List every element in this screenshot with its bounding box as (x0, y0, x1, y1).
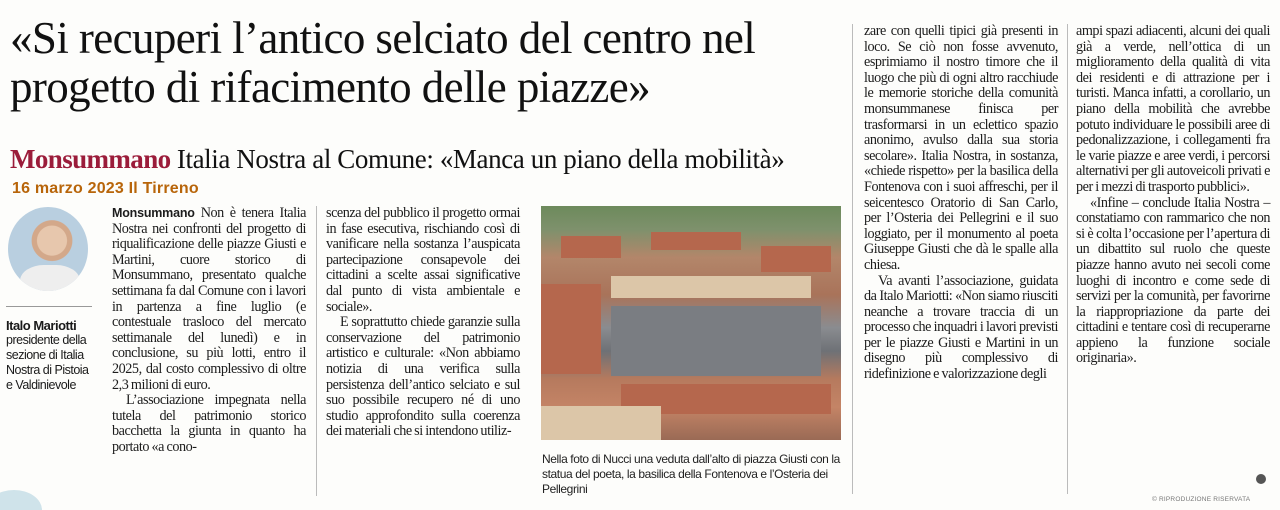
photo-roof (761, 246, 831, 272)
lead-word: Monsummano (112, 206, 195, 220)
paragraph: E soprattutto chiede garanzie sulla conservazione del patrimonio artistico e culturale: «Non abbiamo notizia di una verifica sulla persistenza dell’antico selciato e sul suo possibile recupero né di uno studio approfondito sulla coerenza dei materiali che si intendono utiliz- (326, 314, 520, 440)
subheadline (10, 143, 845, 175)
paragraph: «Infine – conclude Italia Nostra – constatiamo con rammarico che non si è colta l’occasione per l’apertura di un dibattito sul ruolo che queste piazze hanno avuto nei secoli come luoghi di incontro e come sede di servizi per la comunità, per favorirne la riappropriazione da parte dei cittadini e tentare così di recuperarne appieno la funzione sociale originaria». (1076, 194, 1270, 367)
article-column-1 (112, 206, 306, 456)
column-divider (852, 24, 853, 494)
article-column-4 (1076, 24, 1270, 367)
dateline: 16 marzo 2023 Il Tirreno (12, 180, 199, 197)
portrait-name: Italo Mariotti (6, 318, 77, 333)
photo-caption: Nella foto di Nucci una veduta dall’alto di piazza Giusti con la statua del poeta, la basilica della Fontenova e l’Osteria dei Pellegrini (542, 452, 840, 496)
portrait-photo (8, 207, 88, 291)
paragraph: Va avanti l’associazione, guidata da Italo Mariotti: «Non siamo riusciti neanche a trovare traccia di un processo che inquadri i lavori previsti per le piazze Giusti e Martini in un disegno più complessivo di ridefinizione e valorizzazione degli (864, 272, 1058, 383)
portrait-role: presidente della sezione di Italia Nostra di Pistoia e Valdinievole (6, 333, 89, 392)
photo-roof (651, 232, 741, 250)
paragraph: L’associazione impegnata nella tutela del patrimonio storico bacchetta la giunta in quanto ha portato «a cono- (112, 392, 306, 455)
headline: «Si recuperi l’antico selciato del centro nel progetto di rifacimento delle piazze» (10, 13, 756, 112)
subhead-place: Monsummano (10, 144, 171, 174)
photo-square (611, 306, 821, 376)
paragraph: ampi spazi adiacenti, alcuni dei quali già a verde, nell’ottica di un miglioramento della qualità di vita dei residenti e di attrazione per i turisti. Manca infatti, a corollario, un piano della mobilità che avrebbe potuto individuare le possibili aree di pedonalizzazione, i collegamenti fra le varie piazze e aree verdi, i percorsi alternativi per gli autoveicoli privati e per i mezzi di trasporto pubblici». (1076, 23, 1270, 195)
photo-roof (561, 236, 621, 258)
subhead-text: Italia Nostra al Comune: «Manca un piano della mobilità» (176, 144, 785, 174)
paragraph: zare con quelli tipici già presenti in loco. Se ciò non fosse avvenuto, esprimiamo il nostro timore che il luogo che più di ogni altro racchiude le memorie storiche della comunità monsummanese finisca per trasformarsi in un eclettico spazio anonimo, avulso dalla sua storia secolare». Italia Nostra, in sostanza, «chiede rispetto» per la basilica della Fontenova con i suoi affreschi, per il seicentesco Oratorio di San Carlo, per l’Osteria dei Pellegrini e il suo loggiato, per il monumento al poeta Giuseppe Giusti che dà le spalle alla chiesa. (864, 23, 1058, 273)
portrait-shirt (20, 265, 80, 291)
article-column-2 (326, 206, 520, 440)
article-end-mark (1256, 474, 1266, 484)
decorative-corner (0, 490, 42, 510)
portrait-divider (6, 306, 92, 307)
portrait-caption (6, 318, 94, 393)
column-divider (1067, 24, 1068, 494)
photo-buildings (541, 406, 661, 440)
paragraph-text: Non è tenera Italia Nostra nei confronti del progetto di riqualificazione delle piazze Giusti e Martini, cuore storico di Monsummano, presentato qualche settimana fa dal Comune con i lavori in partenza a fine luglio (e contestuale trasloco del mercato settimanale del lunedì) e in conclusione, su più lotti, entro il 2025, dal costo complessivo di oltre 2,3 milioni di euro. (112, 205, 306, 393)
photo-buildings (611, 276, 811, 298)
article-column-3 (864, 24, 1058, 383)
photo-roof (541, 284, 601, 374)
aerial-photo (541, 206, 841, 440)
column-divider (316, 206, 317, 496)
copyright-notice: © RIPRODUZIONE RISERVATA (1152, 496, 1251, 503)
paragraph (112, 206, 306, 393)
paragraph: scenza del pubblico il progetto ormai in fase esecutiva, rischiando così di vanificare nella sostanza l’auspicata partecipazione consapevole dei cittadini a scelte assai significative dal punto di vista ambientale e sociale». (326, 205, 520, 315)
